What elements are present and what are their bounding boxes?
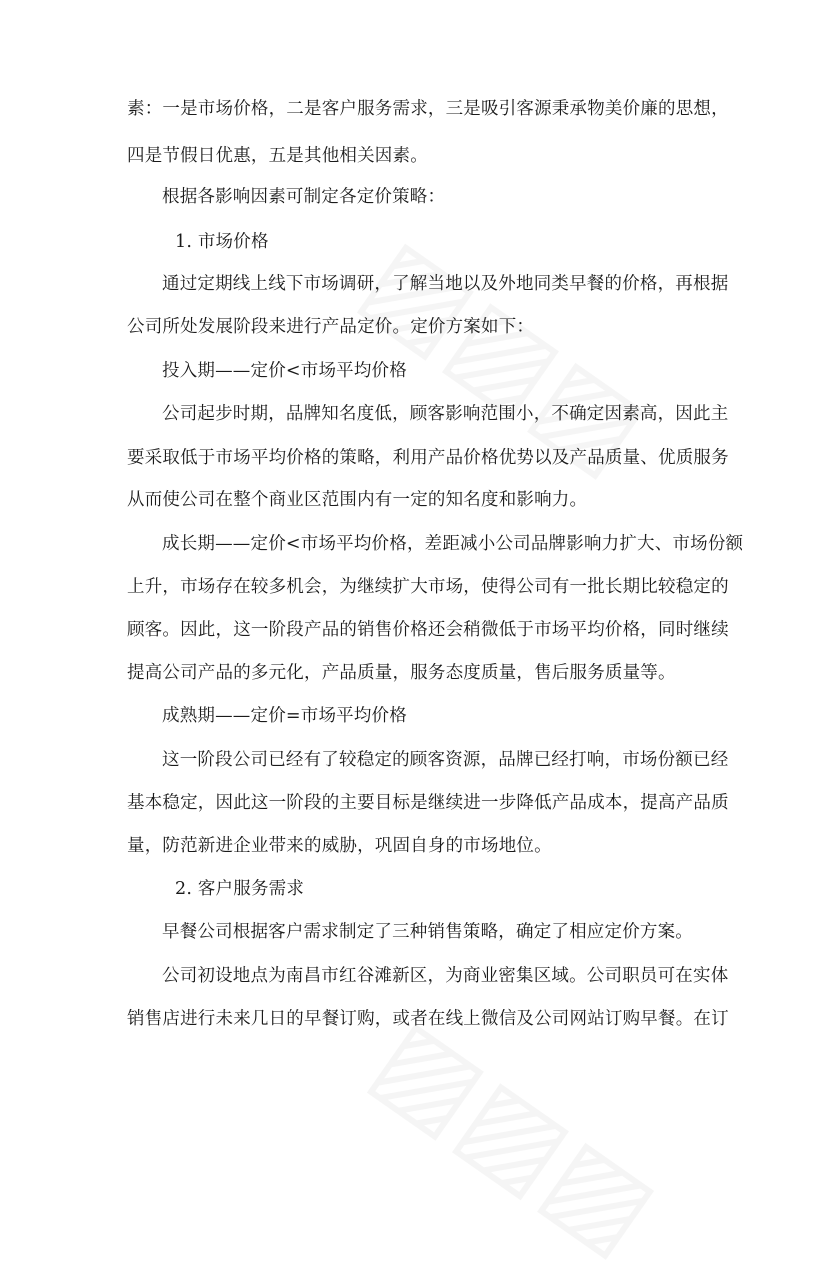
text-line: 顾客。因此，这一阶段产品的销售价格还会稍微低于市场平均价格，同时继续 [127,620,729,640]
text-line: 早餐公司根据客户需求制定了三种销售策略，确定了相应定价方案。 [162,922,693,942]
text-line: 量，防范新进企业带来的威胁，巩固自身的市场地位。 [127,836,552,856]
text-line: 根据各影响因素可制定各定价策略： [162,187,446,207]
text-line: 投入期——定价<市场平均价格 [162,361,407,381]
text-line: 提高公司产品的多元化，产品质量，服务态度质量，售后服务质量等。 [127,663,676,683]
text-line: 这一阶段公司已经有了较稳定的顾客资源，品牌已经打响，市场份额已经 [162,750,729,770]
text-line: 上升，市场存在较多机会，为继续扩大市场，使得公司有一批长期比较稳定的 [127,577,729,597]
text-line: 公司起步时期，品牌知名度低，顾客影响范围小，不确定因素高，因此主 [162,404,729,424]
text-line: 素：一是市场价格，二是客户服务需求，三是吸引客源秉承物美价廉的思想， [127,99,729,119]
text-line: 公司初设地点为南昌市红谷滩新区，为商业密集区域。公司职员可在实体 [162,966,729,986]
text-line: 成长期——定价<市场平均价格，差距减小公司品牌影响力扩大、市场份额 [162,534,744,554]
section-heading: 2. 客户服务需求 [175,879,305,899]
text-line: 销售店进行未来几日的早餐订购，或者在线上微信及公司网站订购早餐。在订 [127,1009,729,1029]
text-line: 要采取低于市场平均价格的策略，利用产品价格优势以及产品质量、优质服务 [127,448,729,468]
section-heading: 1. 市场价格 [175,232,269,252]
text-line: 四是节假日优惠，五是其他相关因素。 [127,146,428,166]
text-line: 基本稳定，因此这一阶段的主要目标是继续进一步降低产品成本，提高产品质 [127,793,729,813]
text-line: 从而使公司在整个商业区范围内有一定的知名度和影响力。 [127,490,588,510]
text-line: 公司所处发展阶段来进行产品定价。定价方案如下： [127,317,535,337]
text-line: 通过定期线上线下市场调研，了解当地以及外地同类早餐的价格，再根据 [162,274,729,294]
watermark-graphic [351,992,680,1276]
text-line: 成熟期——定价=市场平均价格 [162,706,407,726]
